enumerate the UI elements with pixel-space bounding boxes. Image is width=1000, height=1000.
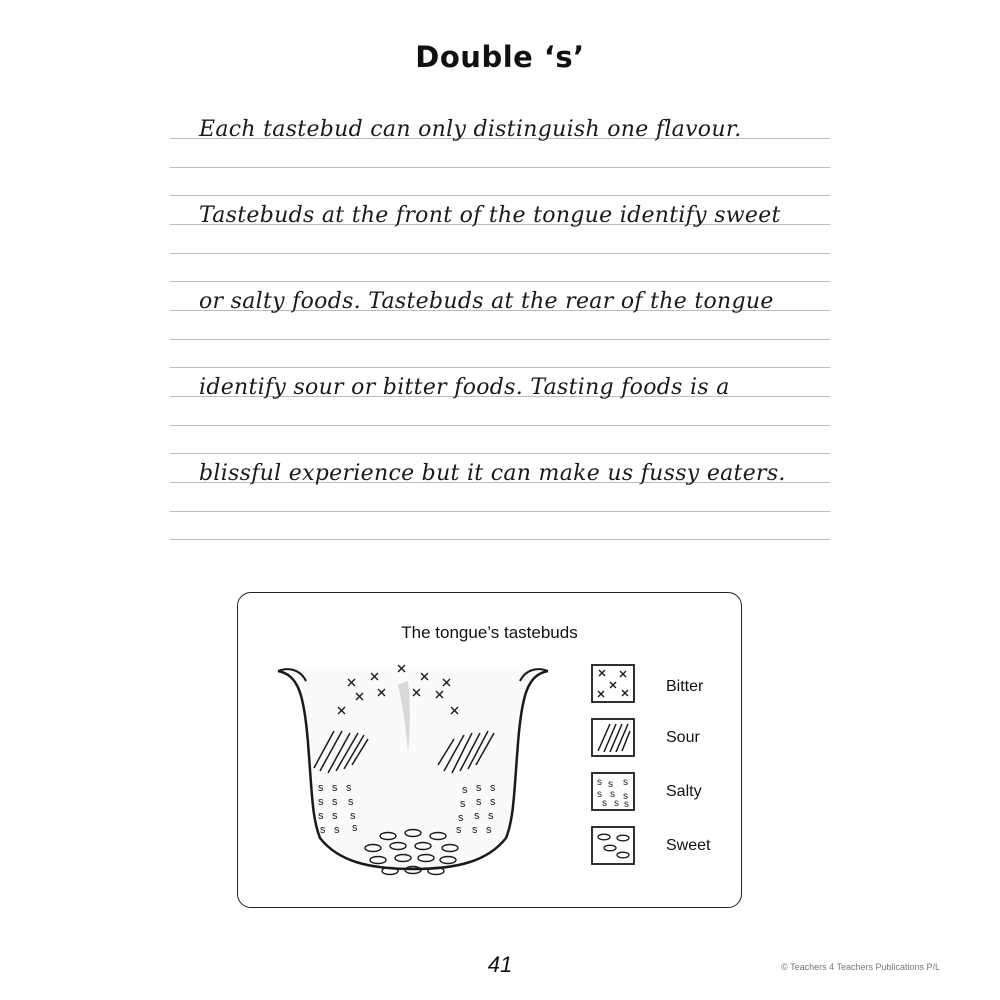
svg-text:s: s — [456, 824, 462, 836]
svg-text:s: s — [602, 798, 607, 809]
ruled-lines — [170, 100, 830, 560]
legend-bitter-swatch — [592, 665, 634, 702]
page-title: Double ‘s’ — [415, 40, 585, 74]
svg-text:s: s — [350, 810, 356, 822]
tongue-diagram-card — [237, 592, 742, 908]
svg-text:s: s — [486, 824, 492, 836]
svg-text:s: s — [608, 779, 613, 790]
page-number: 41 — [487, 952, 513, 977]
handwriting-line-4: identify sour or bitter foods. Tasting foods is a — [199, 375, 730, 400]
svg-text:s: s — [597, 777, 602, 788]
svg-text:s: s — [476, 796, 482, 808]
svg-text:s: s — [597, 789, 602, 800]
copyright-notice: © Teachers 4 Teachers Publications P/L — [781, 962, 940, 972]
svg-text:s: s — [490, 782, 496, 794]
svg-text:s: s — [332, 796, 338, 808]
svg-text:s: s — [352, 822, 358, 834]
svg-text:s: s — [614, 798, 619, 809]
svg-text:s: s — [318, 782, 324, 794]
svg-text:s: s — [348, 796, 354, 808]
svg-text:s: s — [610, 789, 615, 800]
svg-text:s: s — [490, 796, 496, 808]
svg-text:s: s — [460, 798, 466, 810]
svg-text:s: s — [332, 782, 338, 794]
svg-text:s: s — [488, 810, 494, 822]
svg-text:s: s — [346, 782, 352, 794]
handwriting-line-2: Tastebuds at the front of the tongue identify sweet — [199, 203, 781, 228]
legend-label-bitter: Bitter — [666, 678, 704, 695]
svg-text:s: s — [624, 799, 629, 810]
legend-sweet-swatch — [592, 827, 634, 864]
svg-text:s: s — [318, 796, 324, 808]
legend-label-salty: Salty — [666, 783, 702, 800]
svg-text:s: s — [623, 791, 628, 802]
svg-text:s: s — [474, 810, 480, 822]
svg-text:s: s — [334, 824, 340, 836]
svg-text:s: s — [458, 812, 464, 824]
svg-text:s: s — [462, 784, 468, 796]
handwriting-line-1: Each tastebud can only distinguish one flavour. — [199, 117, 742, 142]
legend-label-sour: Sour — [666, 729, 700, 746]
svg-text:s: s — [472, 824, 478, 836]
handwriting-line-5: blissful experience but it can make us fussy eaters. — [199, 461, 786, 486]
diagram-title: The tongue’s tastebuds — [401, 623, 578, 642]
tongue-illustration — [238, 593, 743, 909]
legend-label-sweet: Sweet — [666, 837, 711, 854]
svg-text:s: s — [318, 810, 324, 822]
handwriting-line-3: or salty foods. Tastebuds at the rear of the tongue — [199, 289, 774, 314]
svg-text:s: s — [320, 824, 326, 836]
svg-text:s: s — [332, 810, 338, 822]
svg-text:s: s — [623, 777, 628, 788]
legend-sour-swatch — [592, 719, 634, 756]
legend-salty-swatch — [592, 773, 634, 810]
copyright-icon: © — [781, 962, 788, 972]
svg-text:s: s — [476, 782, 482, 794]
